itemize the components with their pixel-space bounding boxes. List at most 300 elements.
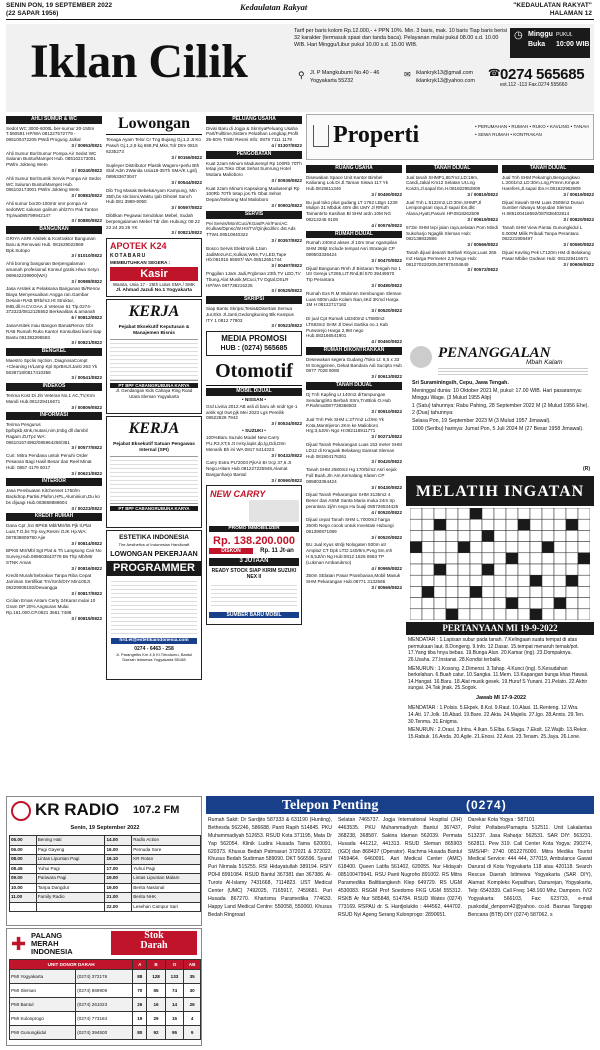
programmer-title: PROGRAMMER [107,561,201,575]
radio-cell: Bening Hati [36,836,105,846]
nissan-ad: Grd Livina 2012 AB asli di baru ah sndr tgn-1 antik sgt trwt pjk Mei 2023 Lgs Pemilik 08522829 7942 3 / 00534/0822 [206,403,302,427]
crossword-cell[interactable] [422,609,434,620]
crossword-cell[interactable] [458,530,470,541]
crossword-cell[interactable] [410,519,422,530]
crossword-cell[interactable] [494,575,506,586]
ad-text: Dib Tng Masak Bebek&Ayam Kampung, Min 35th,bs stir.bisni,Waktu Ijab Dihotel Sanch Hub.081 3969-9050 [106,187,197,205]
estetika-ad [106,530,202,680]
classified-ad [206,186,302,210]
crossword-cell[interactable] [446,530,458,541]
pmi-cell: 35 [184,970,201,984]
crossword-grid [410,508,590,620]
crossword-cell[interactable] [410,564,422,575]
promo-price: Rp. 138.200.000 [213,535,295,548]
kerja-2-company: PT BPF CABANGRUBUNA KARYA [110,506,198,512]
ad-code: 3 / 00816/0822 [71,565,102,571]
crossword-cell[interactable] [542,508,554,519]
column-2 [106,114,202,894]
crossword-cell[interactable] [554,508,566,519]
ad-code: 3 / 00470/0822 [371,258,402,264]
ad-code: 4 / 00460/0822 [371,339,402,345]
ad-text: Dj Tnh Kapling Lt 140m2 diTampungan Sendangtirto Berbah Strm,TnrBlok O.Hub P.Rahmat087738366503 [306,391,391,409]
crossword-cell[interactable] [566,564,578,575]
crossword-cell[interactable] [422,598,434,609]
crossword-cell[interactable] [578,542,590,553]
crossword-cell[interactable] [566,586,578,597]
radio-cell: 06.00 [10,845,37,855]
crossword-cell[interactable] [434,586,446,597]
ad-text: Tenaga Ayam Telor Cr Tng Bujang Gj.1,2 Jt Ko Pasuh Gj.1,2,8 kq 668,Pd,Mkn,Tdr Dtm 0815 6235273 [106,137,201,155]
crossword-cell[interactable] [518,609,530,620]
crossword-cell[interactable] [530,508,542,519]
kerja-1-sub: Pejabat Eksekutif Keputusan & Manajemen Bisnis [118,324,190,336]
suzuki-promo-box [206,485,302,625]
crossword-cell[interactable] [566,530,578,541]
ad-text: Tanah SHM View Pantai Gunungkidul L 5.000M Milik Pribadi Tanpa Perantara 082221908497 [502,224,583,242]
crossword-cell[interactable] [434,542,446,553]
penanggalan-text [412,380,592,434]
crossword-cell[interactable] [434,598,446,609]
crossword-cell[interactable] [494,542,506,553]
pmi-header-cell: AB [184,960,201,970]
crossword-cell[interactable] [506,586,518,597]
crossword-cell[interactable] [482,586,494,597]
crossword-cell[interactable] [518,542,530,553]
pmi-cell: 15 [165,1012,183,1026]
crossword-cell[interactable] [458,598,470,609]
classified-ad [306,291,402,315]
ad-text: Siap Bantu Skripsi,Tesis&Disertasi Semua Jur,Ekn Jl.Janti,Gedongkuning Blk Kampus ITY 1 0812 77803 [206,305,294,323]
crossword-cell[interactable] [458,519,470,530]
suzuki-label: • SUZUKI • [242,428,266,434]
crossword-block [482,530,494,541]
ad-code: 3 / 00271/0822 [371,434,402,440]
crossword-cell[interactable] [494,609,506,620]
pmi-header-cell: UNIT DONOR DARAH [10,960,133,970]
ad-text: Kuat 2Jam Minum Madusempl Rp 100Rb 70Th tetap jos.Toko Obat Sehat Sumrung Hotel Mutiara Malioboro [206,160,302,178]
ad-text: JasaArsitek mau Bangun Baru&Renov Gbr RAB Rumah Ruko Kantor Konsultasi kami siap Bantu 081393295583 [6,322,102,340]
crossword-cell[interactable] [578,564,590,575]
crossword-cell[interactable] [482,519,494,530]
crossword-cell[interactable] [542,586,554,597]
programmer-address: Jl. Parangtritis Km 4,5 Kl.Tirtodumu, Bantul Daerah Istimewa Yogyakarta 55188 [115,652,193,663]
crossword-cell[interactable] [578,575,590,586]
crossword-cell[interactable] [458,575,470,586]
crossword-cell[interactable] [554,530,566,541]
crossword-block [434,564,446,575]
crossword-cell[interactable] [494,564,506,575]
crossword-cell[interactable] [566,508,578,519]
crossword-cell[interactable] [470,553,482,564]
crossword-cell[interactable] [482,542,494,553]
penanggalan-line: 1 (Satu) tahunnya: Rabu Pahing, 28 September 2022 M (2 Mulud 1956 Ehe). 2 (Dua) tahunnya: [412,403,589,417]
crossword-cell[interactable] [434,575,446,586]
crossword-cell[interactable] [554,575,566,586]
crossword-cell[interactable] [506,508,518,519]
section-heading: TANAH DIJUAL [306,382,402,390]
crossword-cell[interactable] [458,508,470,519]
radio-cell: 16.10 [105,855,132,865]
crossword-cell[interactable] [482,609,494,620]
classified-ad [6,151,102,175]
classified-ad [6,393,102,411]
tts-jawab-menurun: MENURUN : 2.Orasi. 3.Intra. 4.Ikan. 5.Elba. 6.Siaga. 7.Ekslt. 12.Wajib. 13.Rekor. 15.Rabuk. 16.Anda. 20.Agile. 21.Enosi. 22.Assi. 23.Tenam. 25.Jaya. 26.Lone. [408,727,588,740]
ad-code: 3 / 00910/0822 [371,409,402,415]
crossword-cell[interactable] [554,564,566,575]
kr-radio-date: Senin, 19 September 2022 [70,825,140,831]
crossword-cell[interactable] [458,564,470,575]
new-carry-label: NEW CARRY [210,489,266,500]
pmi-cell: (0274) 394500 [76,1026,133,1040]
carry-truck-image [249,500,299,522]
crossword-cell[interactable] [410,575,422,586]
properti-title: Properti [333,122,420,148]
ad-text: Pei Servis/Mon/Cuci/KGas/P.Air/Fan/AC /Kulkas/Dpnsc/W.Htr/TV/Qinjkcd/krc dst Ads TTW4.08510840322 [206,220,296,238]
masthead [6,24,594,112]
crossword-block [422,586,434,597]
classified-ad [6,358,102,382]
crossword-cell[interactable] [410,586,422,597]
jam-label: 10:00 WIB [556,41,590,48]
ad-code: 3 / 00520/0822 [371,534,402,540]
crossword-cell[interactable] [518,586,530,597]
crossword-cell[interactable] [470,575,482,586]
radio-cell: 21.00 [105,893,132,903]
programmer-phone: 0274 - 6463 - 258 [134,645,174,652]
crossword-cell[interactable] [554,586,566,597]
pmi-cell: (0274) 773184 [76,1012,133,1026]
pmi-cell: 4 [184,1012,201,1026]
crossword-cell[interactable] [494,586,506,597]
crossword-cell[interactable] [434,508,446,519]
ad-code: 3 / 00357/0822 [271,238,302,244]
ad-text: Terima Pengurus bp/bpkb,stnk,mutasi,nim,tmbg dll dambil Ragam ZUTpz WA: 085101574992/085964256/361 [6,421,88,445]
ad-code: 3 / 00621/0822 [71,470,102,476]
ad-text: Dijual Kavling Pek LT120m HM di Belakang Pasar Mbibe Godean Hub: 081229416671 [502,249,591,261]
crossword-cell[interactable] [578,609,590,620]
kr-radio-name: KR RADIO [35,800,120,819]
crossword-cell[interactable] [578,530,590,541]
ad-text: Dijual Bangunan Rmh Jl Bintaran Tengah No 1 Utr Gereja LT265,LtT.Rnd,Bl 570 39449670 Trp Perantara [306,265,401,283]
ad-text: Bu jual toko plus gudang LT 1762 LBgn 1239 Mulipn 31 Mbduk 40m dkt UMY Jl RRuth Tamantirto Kasihan Bl SHM ardn 10M NG 08212245 0108 [306,199,398,223]
radio-cell: Berita NHK [132,893,201,903]
ad-text: Pnggilan 1Jam Jadi,Prgbman 23th,TV LED,TV Tbung,Alat Musik,MCuci,TV Dgtal,DSLR HP/WA 087738215225 [206,270,301,288]
crossword-cell[interactable] [542,530,554,541]
otomotif-title: Otomotif [206,359,302,386]
media-promosi-title: MEDIA PROMOSI [221,334,287,344]
crossword-cell[interactable] [434,530,446,541]
crossword-cell[interactable] [518,575,530,586]
ad-text: BU Jual Kyus strdji Nologaten 500m utr Amplaz CT Dpk LT:D:140/8m,Pvng 5m,mh H:6,5Jt/m Ng Hub:0812 1526 0663 TP (Lukman Ambarukmo) [306,542,393,565]
crossword-cell[interactable] [470,519,482,530]
paper-logo: Kedaulatan Rakyat [240,2,308,12]
properti-bullets: • PERUMAHAN • RUMAH • RUKO • KAVLING • TANAH • SEWA RUMAH • KONTRAKAN [475,124,589,137]
crossword-cell[interactable] [494,530,506,541]
masthead-email-1: iklankryk13@gmail.com [416,70,473,76]
crossword-block [542,542,554,553]
crossword-cell[interactable] [482,508,494,519]
crossword-cell[interactable] [566,542,578,553]
section-heading: BENGKEL [6,348,102,356]
crossword-block [458,542,470,553]
ad-code: 4 / 01307/0822 [271,143,302,149]
pmi-cell: 29 [147,1012,165,1026]
radio-row [10,845,201,855]
estetika-name: ESTETIKA INDONESIA [119,534,189,542]
kr-radio-freq: 107.2 FM [133,804,180,816]
ad-code: 3 / 00817/0822 [71,590,102,596]
classified-ad [306,573,402,591]
telepon-title: Telepon Penting [282,798,379,813]
section-heading: INTERIOR [6,478,102,486]
pmi-cell: (0274) 261023 [76,998,133,1012]
crossword-cell[interactable] [458,553,470,564]
crossword-cell[interactable] [530,530,542,541]
ad-text: Jual Tnh L:5122m2,LD:30m,SHMP,Jl Lempongsari raya,Jl sapal Ibn,dkt Alana,Hyatt,Pasum HP.0818262509 [406,199,482,217]
classified-ad [6,201,102,225]
radio-row [10,864,201,874]
pmi-header-cell: A [133,960,147,970]
section-heading: TANAH DIJUAL [502,165,594,173]
classified-ad [6,598,102,622]
radio-cell: Yuhui Pagi [36,864,105,874]
ad-code: 4 / 00520/0822 [371,509,402,515]
penanggalan-sub: Mbah Kalam [526,359,563,366]
crossword-block [470,586,482,597]
crossword-cell[interactable] [458,609,470,620]
media-promosi-hub: HUB : (0274) 565685 [220,344,288,352]
crossword-cell[interactable] [506,564,518,575]
crossword-cell[interactable] [542,598,554,609]
crossword-cell[interactable] [530,553,542,564]
crossword-cell[interactable] [578,586,590,597]
classified-ad [206,246,302,270]
classified-ad [6,523,102,547]
minggu-label: Minggu [528,31,553,38]
ad-code: 3 / 00606/0822 [563,261,594,267]
section-heading: AHLI SUMUR & WC [6,116,102,124]
ad-code: 3 / 00430/0822 [371,484,402,490]
crossword-cell[interactable] [494,553,506,564]
radio-cell: Berita Nasional [132,883,201,893]
crossword-cell[interactable] [446,598,458,609]
crossword-cell[interactable] [578,598,590,609]
ad-text: Dijual cepat Tanah SHM L.7000m2 harga 350rb Nego cocok untuk Investasi Hubungi 081390871089 [306,517,394,534]
crossword-cell[interactable] [542,575,554,586]
crossword-cell[interactable] [422,553,434,564]
header-paper: "KEDAULATAN RAKYAT" [513,2,592,9]
ad-text: Kredit Murah/Sebrakan Tanpa Riba Cepat Jaminan Sertifikat Trn/Smh/DIY Min100Jt 08229008192/Dewangga [6,573,92,590]
crossword-cell[interactable] [470,530,482,541]
mobil-dijual-heading: MOBIL DIJUAL [206,388,302,396]
crossword-cell[interactable] [446,586,458,597]
crossword-cell[interactable] [470,542,482,553]
crossword-cell[interactable] [446,575,458,586]
ad-text: Dijual Sawah SHM Luas 2508m2 Dusun Sumber ridwayu Moyudan Sleman H.085100418692/087838402814 [502,199,584,217]
header-date: SENIN PON, 19 SEPTEMBER 2022 [6,2,113,9]
radio-cell: 22.00 [105,902,132,912]
crossword-cell[interactable] [530,598,542,609]
crossword-cell[interactable] [542,564,554,575]
crossword-cell[interactable] [410,609,422,620]
pukul-label: PUKUL [556,32,573,38]
crossword-cell[interactable] [518,553,530,564]
crossword-cell[interactable] [494,598,506,609]
crossword-cell[interactable] [554,519,566,530]
crossword-cell[interactable] [446,553,458,564]
carry-ad: Carry Extra PU'2003 PjkAir Br trcp 37,5 Jt Nego,Hitam Hub.081227225948,Alamat Bangunharjo Bantul 3 / 00590/0822 [206,460,302,483]
crossword-cell[interactable] [518,564,530,575]
pmi-cell: 95 [165,1026,183,1040]
crossword-cell[interactable] [566,609,578,620]
classified-ad [306,266,402,290]
crossword-cell[interactable] [446,564,458,575]
classified-ad [6,422,102,451]
crossword-cell[interactable] [482,553,494,564]
crossword-cell[interactable] [554,553,566,564]
pmi-row [10,1012,201,1026]
crossword-cell[interactable] [518,598,530,609]
dealer-list [211,582,297,608]
classified-ad [206,221,302,245]
crossword-cell[interactable] [494,519,506,530]
classified-ad [406,250,498,274]
crossword-cell[interactable] [530,542,542,553]
ad-text: Rumah Exs R.M Wulonsn Sembungan Sleman Luas 600m,ada Kolam Ikan,4Kd 3Kmd Harga 1M H 08122717162 [306,290,402,308]
crossword-cell[interactable] [422,542,434,553]
crossword-block [578,553,590,564]
crossword-cell[interactable] [542,519,554,530]
crossword-cell[interactable] [530,564,542,575]
crossword-cell[interactable] [422,519,434,530]
crossword-cell[interactable] [542,609,554,620]
pmi-cell: PMI Bantul [10,998,76,1012]
tts-title: MELATIH INGATAN [415,483,585,500]
crossword-cell[interactable] [470,609,482,620]
crossword-cell[interactable] [434,553,446,564]
crossword-cell[interactable] [446,508,458,519]
ad-text: Bosco Servis Elektronik 1Jam JadiMezuAC,Kulkas,Wtre,TV,LED,Tape Hb:081915 65597/ WA.08512651744 [206,245,287,263]
classified-ad [502,200,594,224]
classified-ad [306,175,402,199]
ad-text: Ahli sumur bor20-100mtr smr pompa Air sedotWC saluran galirum ahl27m Pak Tanton Trp/wa085799942147 [6,200,99,218]
pmi-cell: 26 [133,998,147,1012]
ad-code: 3 / 00541/0822 [71,375,102,381]
pmi-cell: 80 [133,1026,147,1040]
column-1 [6,114,102,894]
crossword-cell[interactable] [446,519,458,530]
column-5 [406,163,498,338]
classified-ad [206,126,302,150]
crossword-cell[interactable] [482,598,494,609]
ad-code: 3 / 00520/0822 [371,308,402,314]
crossword-cell[interactable] [578,519,590,530]
crossword-cell[interactable] [578,508,590,519]
ad-text: GRIYA ASRI Arsitek & Kontraktor Bangunan Baru & Renovasi Hub. 081529022869 Bpk.Sutopo [6,235,96,253]
crossword-cell[interactable] [566,553,578,564]
crossword-cell[interactable] [530,519,542,530]
crossword-cell[interactable] [470,564,482,575]
kerja-1-address: Jl. Gendangan Kids Cahaya Ring Road Utara Sleman Yogyakarta [115,388,193,400]
crossword-cell[interactable] [518,530,530,541]
crossword-cell[interactable] [530,586,542,597]
crossword-cell[interactable] [470,598,482,609]
crossword-cell[interactable] [506,519,518,530]
crossword-cell[interactable] [542,553,554,564]
pmi-cell: 92 [147,1026,165,1040]
radio-cell: 08.00 [10,855,37,865]
penanggalan-intro [438,366,588,375]
ad-code: 3 / 00529/0822 [271,288,302,294]
crossword-cell[interactable] [422,530,434,541]
crossword-cell[interactable] [554,609,566,620]
crossword-cell[interactable] [458,586,470,597]
radio-cell: 11.00 [10,893,37,903]
pmi-name: PALANG MERAH INDONESIA [31,931,73,956]
crossword-cell[interactable] [494,508,506,519]
radio-cell: 14.00 [105,836,132,846]
telepon-col-1: Rumah Sakit: Dr Sardjito 587333 & 631190 (Hunting), Bethesda 562246, 586688. Panti Rapih 514845. PKU Muhammadiyah 512653. RSUD Kota 371195, Mata Dr Yap 562054. Klinik Ludira Husada Tama 620091, 620373. Khusus Bedah Patmasuri 372021 & 372022. Khusus Bedah Sudirman 589090. DKT 566596. Syaraf Puri Nirmala 515255. RSI Hidayatullah 389194. RSIY PDHI 8991084. RSUD Bantul 367381 dan 367386. Al-Turots Al-Islamy 7431668, 7114823. UST Medical Center (UMC) 7492025, 7165917, 7459681. Puri Husada 867270. Kharisma Paramedika 774633. Happy Land Medical Centre: 550058, 550060. Khusus Bedah Ringroad [208,817,332,918]
kr-radio-box [6,796,202,926]
crossword-cell[interactable] [410,553,422,564]
telepon-title-bar [206,796,594,814]
masthead-address-2: Yogyakarta 55232 [310,78,354,84]
crossword-cell[interactable] [518,508,530,519]
penanggalan-line: Meninggal dunia: 10 Oktober 2021 M, pukul: 17.00 WIB. Hari pasarannya: Minggu Wage. (3 Mulud 1955 Alip) [412,388,583,402]
crossword-cell[interactable] [434,609,446,620]
crossword-cell[interactable] [422,564,434,575]
pmi-cell: 55 [147,984,165,998]
crossword-cell[interactable] [506,542,518,553]
crossword-cell[interactable] [410,508,422,519]
programmer-email: hrd.el@estetikaindonesia.com [111,638,197,644]
crossword-cell[interactable] [410,598,422,609]
crossword-cell[interactable] [506,530,518,541]
crossword-cell[interactable] [410,530,422,541]
location-icon: ⚲ [298,70,305,80]
ad-text: Ahli Sumur Bor/Suntik Servis Pompa Air Sedot WC Saluran Buntu/Mampet Hub. 085102173001 PWlm Jokteng Wetn [6,175,101,193]
pmi-row [10,998,201,1012]
pmi-cell: (0274) 372176 [76,970,133,984]
classified-ad [306,442,402,466]
crossword-cell[interactable] [446,542,458,553]
penanggalan-line: Selasa Pon, 19 September 2023 M (3 Mulud 1957 Jimawal). [412,418,551,425]
ad-text: Jasa Arsitek & Pelaksana Bangunan Bi/Renov Biaya Menyesuaikan Angga ran.Gambar Desain+RAB 5Rb/m2.Ht Struktur, IMB,dll.H.CV.GAA Ji Veteran 61 Tlp.0274-372323/0812125552 Berkwalitas & amanah [6,285,100,315]
classified-ad [406,225,498,249]
ad-text: 350m SElatan Pasar Prambanan,Mobil Masuk SHM Pekarangan Hub.08771 3132566 [306,573,401,585]
classified-ad [406,175,498,199]
kerja-2-title: KERJA [128,420,180,438]
crossword-cell[interactable] [506,609,518,620]
apotek-address: Jl. Ahmad Jazuli No.1 Yogyakarta [116,287,192,293]
tts-jawab-title: Jawab MI 17-9-2022 [475,695,527,702]
classified-ad [6,573,102,597]
crossword-cell[interactable] [566,598,578,609]
masthead-address-1: Jl. P Mangkubumi No.40 - 46 [310,70,380,76]
crossword-cell[interactable] [506,575,518,586]
crossword-cell[interactable] [482,575,494,586]
pmi-cell: PMI Sleman [10,984,76,998]
ad-code: 3 / 00490/0822 [371,192,402,198]
pmi-cell: PMI Yogyakarta [10,970,76,984]
ad-text: Dijual Tanah Pekarangan Luas 153 meter SHM LD12 di Kraguak Belakang Samsat Sleman Hub 081904178261 [306,441,402,459]
classified-ad [306,542,402,571]
crossword-cell[interactable] [554,542,566,553]
crossword-cell[interactable] [422,575,434,586]
crossword-cell[interactable] [422,508,434,519]
radio-cell: Pemuda Sore [132,845,201,855]
penanggalan-line: 1000 (Seribu) harinya: Jumat Pon, 5 Juli 2024 M (27 Besar 1958 Jimawal). [412,426,584,433]
